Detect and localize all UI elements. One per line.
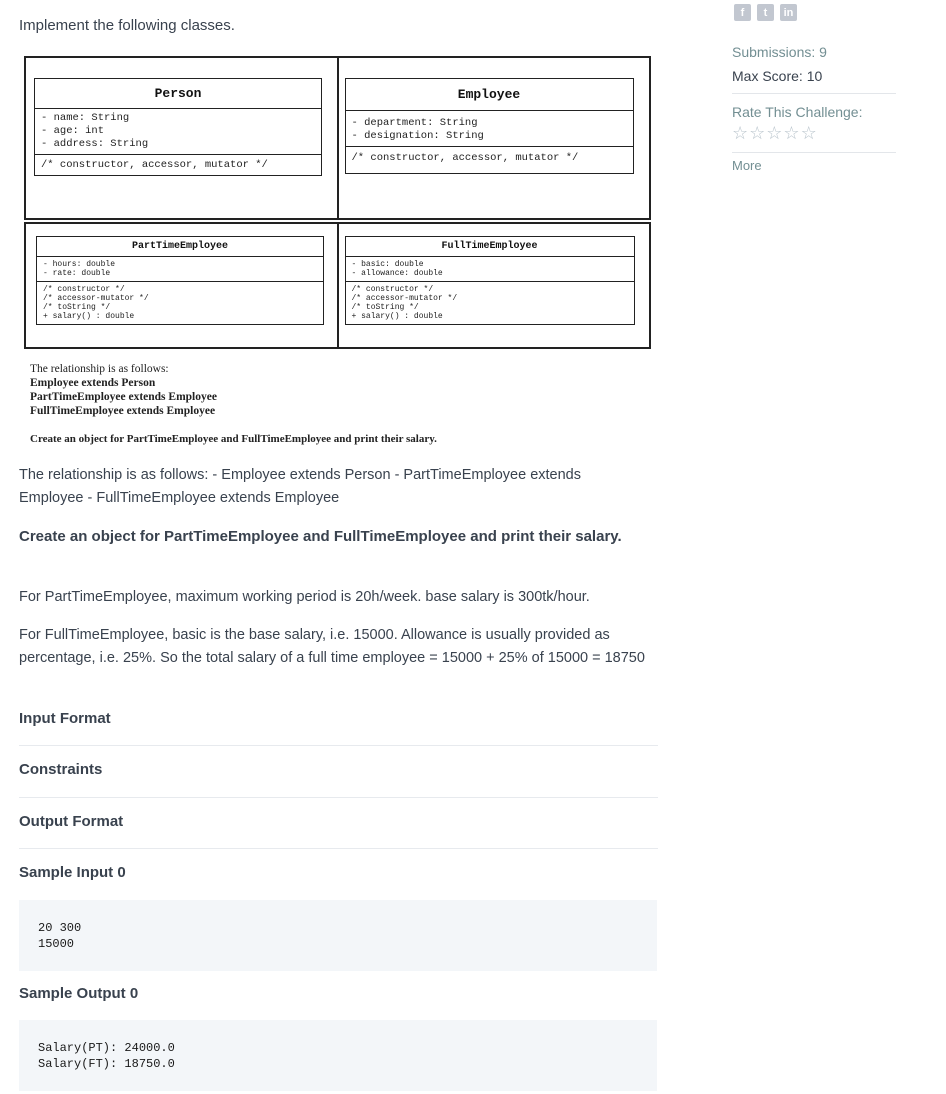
section-divider: [19, 848, 658, 849]
max-score: Max Score: 10: [732, 68, 823, 84]
uml-relationship-line: PartTimeEmployee extends Employee: [30, 391, 217, 403]
uml-class-title: Person: [35, 79, 321, 109]
star-icon[interactable]: ☆: [749, 123, 766, 143]
star-icon[interactable]: ☆: [783, 123, 800, 143]
linkedin-icon[interactable]: in: [780, 4, 797, 21]
twitter-icon[interactable]: t: [757, 4, 774, 21]
uml-class-full-time: [345, 236, 635, 325]
part-time-paragraph: For PartTimeEmployee, maximum working period is 20h/week. base salary is 300tk/hour.: [19, 589, 590, 605]
uml-relationship-text: [30, 362, 217, 418]
uml-class-person: [34, 78, 322, 176]
output-format-heading: Output Format: [19, 813, 124, 830]
section-divider: [19, 797, 658, 798]
facebook-icon[interactable]: f: [734, 4, 751, 21]
uml-attributes: - hours: double - rate: double: [37, 257, 323, 282]
full-time-paragraph: For FullTimeEmployee, basic is the base salary, i.e. 15000. Allowance is usually provided as percentage, i.e. 25%. So the total salary of a full time employee = 15000 + 25% of 15000 = 18750: [19, 627, 645, 666]
create-paragraph: Create an object for PartTimeEmployee and FullTimeEmployee and print their salary.: [19, 528, 622, 545]
uml-create-text: Create an object for PartTimeEmployee and FullTimeEmployee and print their salary.: [30, 433, 437, 445]
uml-attributes: - name: String - age: int - address: String: [35, 109, 321, 155]
section-divider: [19, 745, 658, 746]
uml-bottom-row: [24, 222, 651, 349]
more-link[interactable]: More: [732, 158, 762, 173]
constraints-heading: Constraints: [19, 761, 103, 778]
star-icon[interactable]: ☆: [766, 123, 783, 143]
uml-class-part-time: [36, 236, 324, 325]
sample-output-heading: Sample Output 0: [19, 985, 139, 1002]
code-line: Salary(FT): 18750.0: [38, 1057, 175, 1071]
sidebar-divider: [732, 152, 896, 153]
social-share: [734, 4, 797, 21]
sidebar-divider: [732, 93, 896, 94]
uml-methods: /* constructor */ /* accessor-mutator */ /* toString */ + salary() : double: [351, 285, 458, 321]
uml-attributes: - department: String - designation: String: [346, 111, 633, 147]
uml-attributes: - basic: double - allowance: double: [346, 257, 634, 282]
submissions: Submissions: 9: [732, 44, 827, 60]
sample-input-block: [19, 900, 657, 971]
code-line: 15000: [38, 937, 75, 951]
code-line: Salary(PT): 24000.0: [38, 1041, 175, 1055]
uml-cell: [337, 224, 650, 347]
uml-cell: [26, 58, 337, 218]
uml-methods: /* constructor, accessor, mutator */: [41, 159, 268, 171]
uml-relationship-line: The relationship is as follows:: [30, 363, 169, 375]
rating-stars[interactable]: [732, 124, 817, 142]
uml-class-employee: [345, 78, 634, 174]
input-format-heading: Input Format: [19, 710, 111, 727]
star-icon[interactable]: ☆: [800, 123, 817, 143]
rate-challenge-label: Rate This Challenge:: [732, 104, 863, 120]
intro-text: Implement the following classes.: [19, 17, 235, 34]
uml-methods: /* constructor */ /* accessor-mutator */ /* toString */ + salary() : double: [43, 285, 149, 321]
relationship-paragraph: The relationship is as follows: - Employee extends Person - PartTimeEmployee extends Employee - FullTimeEmployee extends Employee: [19, 467, 581, 506]
uml-class-title: FullTimeEmployee: [346, 237, 634, 257]
star-icon[interactable]: ☆: [732, 123, 749, 143]
uml-class-title: Employee: [346, 79, 633, 111]
uml-class-title: PartTimeEmployee: [37, 237, 323, 257]
uml-top-row: [24, 56, 651, 220]
uml-cell: [337, 58, 650, 218]
uml-relationship-line: FullTimeEmployee extends Employee: [30, 405, 216, 417]
code-line: 20 300: [38, 921, 82, 935]
sample-input-heading: Sample Input 0: [19, 864, 126, 881]
uml-relationship-line: Employee extends Person: [30, 377, 156, 389]
uml-cell: [26, 224, 337, 347]
sample-output-block: [19, 1020, 657, 1091]
uml-methods: /* constructor, accessor, mutator */: [351, 152, 579, 164]
